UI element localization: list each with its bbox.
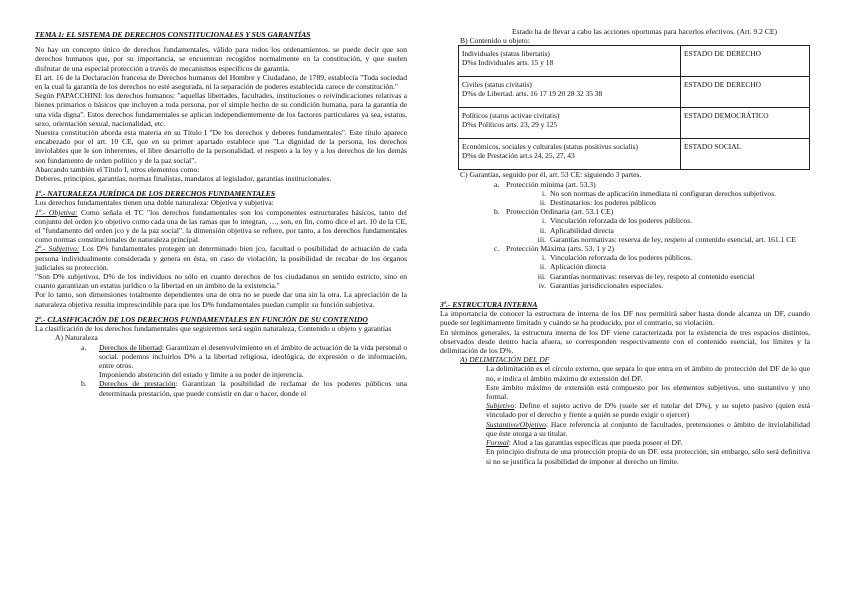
- list-item: [440, 281, 810, 290]
- list-marker: iv.: [538, 280, 546, 290]
- table-cell-line: D%s de Libertad. arts. 16 17 19 20 28 32 35 38: [462, 89, 603, 99]
- rights-table: [458, 45, 810, 170]
- right-column: [440, 27, 810, 466]
- table-cell: [459, 77, 681, 108]
- max-protection: Protección Máxima (arts. 53, 1 y 2): [506, 244, 614, 254]
- liberty-rights-label: Derechos de libertad: [99, 342, 162, 352]
- liberty-rights-desc-2: Imponiendo abstención del estado y límite a su poder de injerencia.: [99, 370, 304, 380]
- list-marker: ii.: [539, 225, 546, 235]
- prestation-rights-label: Derechos de prestación: [99, 379, 176, 389]
- intro-paragraph-4: Nuestra constitución aborda esta materia en su Título I "De los derechos y deberes fundamentales". Este título aparece encabezado por el art. 10 CE, que en su primer apartado establece que "La dignidad de la persona, los derechos inviolables que le son inherentes, el libre desarrollo de la personalidad, el respeto a la ley y a los derechos de los demás son fundamento de orden político y de la paz social".: [35, 128, 407, 165]
- intro-paragraph-6: Deberes, principios, garantías, normas finalistas, mandatos al legislador, garantías institucionales.: [35, 174, 332, 184]
- list-item: [440, 207, 810, 216]
- list-item: [440, 244, 810, 253]
- table-cell: ESTADO DEMOCRÁTICO: [681, 108, 810, 139]
- list-item-text: Destinatarios: los poderes públicos: [550, 198, 657, 208]
- ordinary-protection: Protección Ordinaria (art. 53.1 CE): [506, 207, 614, 217]
- nature-heading: A) Naturaleza: [55, 333, 98, 343]
- subjective-paragraph: [35, 244, 407, 272]
- table-cell: ESTADO DE DERECHO: [681, 46, 810, 77]
- subjective-label: 2º.- Subjetivo:: [35, 244, 80, 254]
- substantive-element: [486, 420, 810, 438]
- list-item: [440, 226, 810, 235]
- section-2-heading: 2º.- CLASIFICACIÓN DE LOS DERECHOS FUNDAMENTALES EN FUNCIÓN DE SU CONTENIDO: [35, 314, 368, 324]
- table-cell: [459, 108, 681, 139]
- list-marker: i.: [541, 188, 546, 198]
- list-item: [440, 272, 810, 281]
- table-cell-line: D%s de Prestación art.s 24, 25, 27, 43: [462, 151, 575, 161]
- intro-paragraph-5: Abarcando también el Título I, otros elementos como:: [35, 164, 200, 174]
- liberty-rights-desc: : Garantizan el desenvolvimiento en el ámbito de actuación de la vida personal o social. podemos incluirlos D% a la libertad religiosa, ideológica, de expresión o de información, entre otros.: [99, 342, 407, 370]
- section-1-quote: "Son D% subjetivos, D% de los individuos no sólo en cuanto derechos de los ciudadanos en sentido estricto, sino en cuanto garantizan un estatus jurídico o la libertad en un ámbito de la existencia.": [35, 272, 407, 291]
- list-item: [440, 189, 810, 198]
- list-item-text: Aplicabilidad directa: [550, 225, 614, 235]
- formal-element: [486, 438, 810, 447]
- delimitation-body: [440, 364, 810, 465]
- list-item: [440, 262, 810, 271]
- subjective-element-text: : Define el sujeto activo de D% (suele ser el tutelar del D%), y su sujeto pasivo (quien está vinculado por el derecho y frente a quién se puede exigir o ejercer): [486, 401, 810, 420]
- subjective-text: Los D% fundamentales protegen un determinado bien jco, facultad o posibilidad de actuación de cada persona individualmente considerada y genera en ésta, en caso de violación, la posibilidad de recabar de los órganos judiciales su protección.: [35, 244, 408, 272]
- section-1-heading: 1º.- NATURALEZA JURÍDICA DE LOS DERECHOS FUNDAMENTALES: [35, 189, 276, 199]
- content-heading: B) Contenido u objeto:: [460, 36, 530, 46]
- list-item-text: Aplicación directa: [550, 262, 606, 272]
- intro-paragraph-2: El art. 16 de la Declaración francesa de Derechos humanos del Hombre y Ciudadano, de 1789, establecía "Toda sociedad en la cual la garantía de los derechos no esté asegurada, ni la separación de poderes establecida carece de constitución.": [35, 72, 407, 92]
- table-cell-line: Políticos (status activae civitatis): [462, 111, 560, 121]
- list-marker: iii.: [537, 271, 546, 281]
- section-1-paragraph: Los derechos fundamentales tienen una doble naturaleza: Objetiva y subjetiva:: [35, 198, 274, 208]
- table-cell-line: D%s Políticos arts. 23, 29 y 125: [462, 120, 558, 130]
- min-protection: Protección mínima (art. 53.3): [506, 179, 596, 189]
- list-item: [440, 198, 810, 207]
- table-cell: [459, 139, 681, 170]
- section-3-heading: 3º.- ESTRUCTURA INTERNA: [440, 300, 538, 310]
- formal-element-text: : Alud a las garantías específicas que pueda poseer el DF.: [508, 438, 683, 448]
- list-item: [35, 379, 407, 397]
- list-marker: a.: [81, 342, 87, 352]
- table-cell: ESTADO DE DERECHO: [681, 77, 810, 108]
- objective-paragraph: [35, 208, 407, 245]
- section-2-paragraph: La clasificación de los derechos fundamentales que seguiremos será según naturaleza, Contenido u objeto y garantías: [35, 324, 392, 334]
- list-item: [440, 235, 810, 244]
- list-item: [440, 253, 810, 262]
- delimitation-paragraph-1: La delimitación es el círculo externo, que separa lo que entra en el ámbito de protección del DF de lo que no, e indica el ámbito máximo de extensión del DF.: [486, 364, 810, 383]
- substantive-element-label: Sustantivo/Objetivo: [486, 419, 546, 429]
- list-item: [35, 343, 407, 380]
- section-3-paragraph-1: La importancia de conocer la estructura de interna de los DF nos permitirá saber hasta donde alcanza un DF, cuando puede ser legítimamente limitado y cuándo se ha producido, por el contrario, su violación.: [440, 309, 810, 328]
- list-item-text: Vinculación reforzada de los poderes públicos.: [550, 253, 693, 263]
- prestation-rights-text: [99, 379, 407, 397]
- list-item: [440, 180, 810, 189]
- delimitation-paragraph-2: Este ámbito máximo de extensión está compuesto por los elementos subjetivos, uno sustantivo y uno formal.: [486, 382, 810, 402]
- left-column: [35, 30, 407, 398]
- delimitation-paragraph-3: En principio disfruta de una protección propia de un DF. esta protección, sin embargo, sólo será definitiva si no se justifica la posibilidad de imponer al derecho un límite.: [486, 447, 810, 466]
- continuation-text: Estado ha de llevar a cabo las acciones oportunas para hacerlos efectivos. (Art. 9.2 CE): [512, 27, 778, 36]
- delimitation-heading: A) DELIMITACIÓN DEL DF: [460, 355, 550, 365]
- list-item-text: Garantías normativas: reservas de ley, respeto al contenido esencial: [550, 271, 755, 281]
- objective-label: 1º.- Objetiva:: [35, 207, 78, 217]
- list-item-text: Vinculación reforzada de los poderes públicos.: [550, 216, 693, 226]
- table-row: [459, 139, 810, 170]
- list-marker: a.: [494, 179, 500, 189]
- list-item-text: Garantías jurisdiccionales especiales.: [550, 280, 664, 290]
- list-marker: iii.: [537, 234, 546, 244]
- table-cell-line: Individuales (status libertatis): [462, 49, 550, 59]
- table-cell-line: Civiles (status civitatis): [462, 80, 532, 90]
- section-3-paragraph-2: En términos generales, la estructura interna de los DF viene caracterizada por la existencia de tres espacios distintos, observados desde dentro hacia afuera, se corresponden respectivamente con el contenido esencial, los límites y la delimitación de los D%.: [440, 327, 810, 356]
- list-marker: i.: [541, 253, 546, 263]
- section-1-conclusion: Por lo tanto, son dimensiones totalmente dependientes una de otra no se puede dar una sin la otra. La apreciación de la naturaleza objetiva resulta imprescindible para que los D% fundamentales puedan cumplir su función subjetiva.: [35, 290, 407, 309]
- prestation-rights-desc: : Garantizan la posibilidad de reclamar de los poderes públicos una determinada prestación, que puede consistir en dar o hacer, donde el: [99, 379, 407, 398]
- list-marker: ii.: [539, 262, 546, 272]
- liberty-rights-text: [99, 343, 407, 380]
- subjective-element-label: Subjetivo: [486, 401, 515, 411]
- list-marker: b.: [81, 379, 87, 389]
- list-marker: b.: [494, 207, 500, 217]
- table-cell: [459, 46, 681, 77]
- table-row: [459, 108, 810, 139]
- substantive-element-text: : Hace referencia al conjunto de facultades, pretensiones o ámbito de inviolabilidad que éste otorga a su titular.: [486, 419, 810, 438]
- list-marker: ii.: [539, 198, 546, 208]
- table-cell-line: D%s Individuales arts. 15 y 18: [462, 58, 554, 68]
- objective-text: Como señala el TC "los derechos fundamentales son los componentes estructurales básicos, tanto del conjunto del orden jco objetivo como cada una de las ramas que lo integran, …, son, en fin, como dice el art. 10 de la CE, el "fundamento del orden jco y de la paz social". la dimensión objetiva se refiere, por tanto, a los derechos fundamentales como normas constitucionales de naturaleza principal.: [35, 207, 407, 245]
- intro-paragraph-1: No hay un concepto único de derechos fundamentales, válido para todos los ordenamientos. se puede decir que son derechos humanos que, por su importancia, se encuentran recogidos normalmente en la constitución, y que suelen disfrutar de una especial protección a través de mecanismos específicos de garantía.: [35, 45, 407, 73]
- table-row: [459, 77, 810, 108]
- table-row: [459, 46, 810, 77]
- table-cell: ESTADO SOCIAL: [681, 139, 810, 170]
- list-item-text: Garantías normativas: reserva de ley, respeto al contenido esencial, art. 161.1 CE: [550, 234, 797, 244]
- list-marker: c.: [494, 244, 500, 254]
- intro-paragraph-3: Según PAPACCHINI: los derechos humanos: "aquellas libertades, facultades, instituciones o reivindicaciones relativas a bienes primarios o básicos que incluyen a toda persona, por el simple hecho de su condición humana, para la garantía de una vida digna". Estos derechos fundamentales se aplican independientemente de los factores particulares ya sea, estatus, sexo, orientación sexual, nacionalidad, etc.: [35, 91, 407, 128]
- list-item: [440, 216, 810, 225]
- list-marker: i.: [541, 216, 546, 226]
- list-item-text: No son normas de aplicación inmediata ni configuran derechos subjetivos.: [550, 188, 777, 198]
- guarantees-heading: C) Garantías, seguido por él, art. 53 CE: siguiendo 3 partes.: [460, 170, 642, 180]
- document-title: TEMA 1: EL SISTEMA DE DERECHOS CONSTITUCIONALES Y SUS GARANTÍAS: [35, 30, 311, 39]
- formal-element-label: Formal: [486, 438, 509, 448]
- table-cell-line: Económicos, sociales y culturales (status positivus socialis): [462, 142, 638, 152]
- subjective-element: [486, 401, 810, 419]
